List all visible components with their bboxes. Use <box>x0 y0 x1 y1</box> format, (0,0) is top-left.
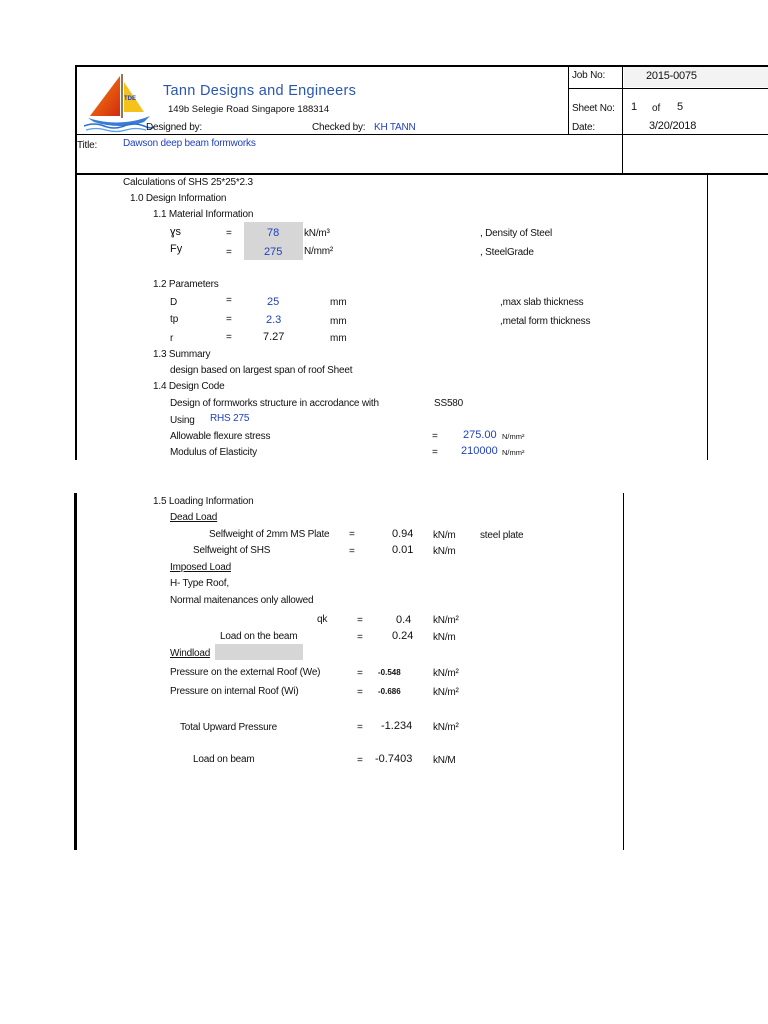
d-value: 25 <box>267 296 280 308</box>
section-1-0: 1.0 Design Information <box>130 193 227 204</box>
total-upward-unit: kN/m² <box>433 722 459 733</box>
load-on-beam-eq: = <box>357 755 363 766</box>
sheet-of-label: of <box>652 103 661 114</box>
d-desc: ,max slab thickness <box>500 297 584 308</box>
r-eq: = <box>226 332 232 343</box>
using-value: RHS 275 <box>210 413 250 424</box>
we-eq: = <box>357 668 363 679</box>
tp-value: 2.3 <box>266 314 282 326</box>
r-unit: mm <box>330 333 347 344</box>
tp-desc: ,metal form thickness <box>500 316 591 327</box>
flexure-unit: N/mm² <box>502 432 525 441</box>
r-value: 7.27 <box>263 331 285 343</box>
qk-eq: = <box>357 615 363 626</box>
divider-title-row <box>75 173 768 175</box>
modulus-eq: = <box>432 447 438 458</box>
sheet-total: 5 <box>677 101 684 113</box>
company-name: Tann Designs and Engineers <box>163 83 357 99</box>
beam-load-eq: = <box>357 632 363 643</box>
section-1-3: 1.3 Summary <box>153 349 211 360</box>
windload-heading: Windload <box>170 648 211 659</box>
beam-load-label: Load on the beam <box>220 631 298 642</box>
divider-header-vertical <box>568 65 569 135</box>
beam-load-unit: kN/m <box>433 632 456 643</box>
load-on-beam-value: -0.7403 <box>375 753 413 765</box>
sw-shs-label: Selfweight of SHS <box>193 545 271 556</box>
total-upward-label: Total Upward Pressure <box>180 722 277 733</box>
we-label: Pressure on the external Roof (We) <box>170 667 321 678</box>
d-eq: = <box>226 295 232 306</box>
sw-plate-eq: = <box>349 529 355 540</box>
qk-unit: kN/m² <box>433 615 459 626</box>
we-unit: kN/m² <box>433 668 459 679</box>
gamma-value: 78 <box>267 227 280 239</box>
sw-shs-value: 0.01 <box>392 544 414 556</box>
divider-jobno-vertical <box>622 65 623 175</box>
section-1-1: 1.1 Material Information <box>153 209 254 220</box>
sw-plate-unit: kN/m <box>433 530 456 541</box>
fy-unit: N/mm² <box>304 246 333 257</box>
wi-eq: = <box>357 687 363 698</box>
tp-eq: = <box>226 314 232 325</box>
gamma-eq: = <box>226 228 232 239</box>
we-value: -0.548 <box>378 668 401 677</box>
designed-by-label: Designed by: <box>146 122 202 133</box>
sw-plate-note: steel plate <box>480 530 524 541</box>
qk-symbol: qk <box>317 614 328 625</box>
company-address: 149b Selegie Road Singapore 188314 <box>168 104 330 115</box>
calc-heading: Calculations of SHS 25*25*2.3 <box>123 177 253 188</box>
normal-maintenance: Normal maitenances only allowed <box>170 595 314 606</box>
divider-right-vertical <box>707 175 708 460</box>
fy-eq: = <box>226 247 232 258</box>
divider-sheet-row <box>568 88 768 89</box>
wi-label: Pressure on internal Roof (Wi) <box>170 686 299 697</box>
flexure-label: Allowable flexure stress <box>170 431 271 442</box>
date-value: 3/20/2018 <box>649 120 697 132</box>
checked-by-label: Checked by: <box>312 122 366 133</box>
sw-shs-eq: = <box>349 546 355 557</box>
job-no-label: Job No: <box>572 70 606 81</box>
checked-by-value: KH TANN <box>374 122 416 133</box>
sheet-current: 1 <box>631 101 638 113</box>
qk-value: 0.4 <box>396 614 412 626</box>
tp-symbol: tp <box>170 314 179 325</box>
frame-left <box>75 65 77 460</box>
wi-unit: kN/m² <box>433 687 459 698</box>
flexure-eq: = <box>432 431 438 442</box>
total-upward-eq: = <box>357 722 363 733</box>
d-symbol: D <box>170 297 178 308</box>
section-1-4: 1.4 Design Code <box>153 381 225 392</box>
summary-text: design based on largest span of roof Sheet <box>170 365 353 376</box>
sailboat-icon <box>84 72 154 134</box>
imposed-load-heading: Imposed Load <box>170 562 231 573</box>
gamma-desc: , Density of Steel <box>480 228 552 239</box>
modulus-unit: N/mm² <box>502 448 525 457</box>
wi-value: -0.686 <box>378 687 401 696</box>
gamma-symbol: ɣs <box>170 226 182 238</box>
date-label: Date: <box>572 122 595 133</box>
fy-value: 275 <box>264 246 283 258</box>
flexure-value: 275.00 <box>463 429 497 441</box>
code-text: Design of formworks structure in accrodance with <box>170 398 379 409</box>
job-no-value: 2015-0075 <box>646 70 697 82</box>
d-unit: mm <box>330 297 347 308</box>
h-type-roof: H- Type Roof, <box>170 578 229 589</box>
frame-left-2 <box>74 493 77 850</box>
load-on-beam-unit: kN/M <box>433 755 456 766</box>
dead-load-heading: Dead Load <box>170 512 218 523</box>
fy-symbol: Fy <box>170 243 183 255</box>
r-symbol: r <box>170 333 174 344</box>
divider-designed-row <box>75 134 768 135</box>
gamma-unit: kN/m³ <box>304 228 330 239</box>
code-standard: SS580 <box>434 398 464 409</box>
sw-shs-unit: kN/m <box>433 546 456 557</box>
modulus-value: 210000 <box>461 445 498 457</box>
company-logo <box>84 72 154 134</box>
sheet-no-label: Sheet No: <box>572 103 615 114</box>
sw-plate-value: 0.94 <box>392 528 414 540</box>
title-label: Title: <box>77 140 98 151</box>
windload-input-cell <box>215 644 303 660</box>
logo-text: TDE <box>124 96 136 102</box>
section-1-5: 1.5 Loading Information <box>153 496 254 507</box>
load-on-beam-label: Load on beam <box>193 754 255 765</box>
sw-plate-label: Selfweight of 2mm MS Plate <box>209 529 330 540</box>
using-label: Using <box>170 415 195 426</box>
modulus-label: Modulus of Elasticity <box>170 447 257 458</box>
frame-right-2 <box>623 493 624 850</box>
fy-desc: , SteelGrade <box>480 247 534 258</box>
title-value: Dawson deep beam formworks <box>123 138 256 149</box>
tp-unit: mm <box>330 316 347 327</box>
beam-load-value: 0.24 <box>392 630 414 642</box>
total-upward-value: -1.234 <box>381 720 413 732</box>
section-1-2: 1.2 Parameters <box>153 279 219 290</box>
